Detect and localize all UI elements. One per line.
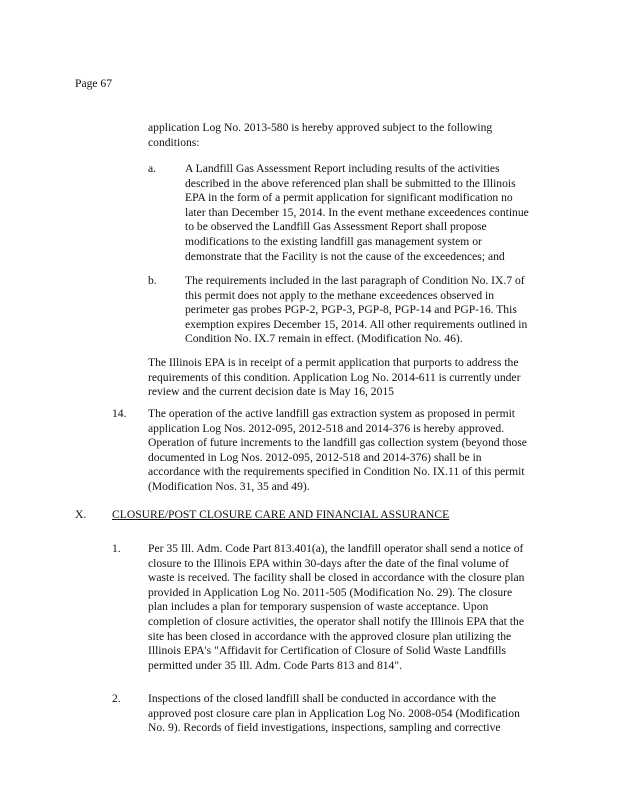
item-1-line: provided in Application Log No. 2011-505 (Modification No. 29). The closure xyxy=(148,585,513,599)
item-14-line: Operation of future increments to the landfill gas collection system (beyond those xyxy=(148,436,527,450)
item-1-line: site has been closed in accordance with the approved closure plan utilizing the xyxy=(148,629,512,643)
item-a-line: later than December 15, 2014. In the event methane exceedences continue xyxy=(185,205,529,219)
item-b-text xyxy=(185,274,527,347)
item-b-line: perimeter gas probes PGP-2, PGP-3, PGP-8, PGP-14 and PGP-16. This xyxy=(185,303,517,317)
section-x-heading: CLOSURE/POST CLOSURE CARE AND FINANCIAL ASSURANCE xyxy=(112,508,450,521)
item-14-text xyxy=(148,407,527,495)
intro-line: conditions: xyxy=(148,135,200,149)
receipt-paragraph xyxy=(148,356,520,400)
item-b-marker: b. xyxy=(148,274,157,287)
item-1-line: Per 35 Ill. Adm. Code Part 813.401(a), the landfill operator shall send a notice of xyxy=(148,542,524,555)
item-a-line: to be observed the Landfill Gas Assessment Report shall propose xyxy=(185,220,487,234)
item-14-line: application Log Nos. 2012-095, 2012-518 and 2014-376 is hereby approved. xyxy=(148,421,505,435)
item-14-marker: 14. xyxy=(112,407,127,420)
item-2-line: Inspections of the closed landfill shall be conducted in accordance with the xyxy=(148,692,497,705)
item-a-line: demonstrate that the Facility is not the cause of the exceedences; and xyxy=(185,249,505,263)
page-label: Page 67 xyxy=(75,77,113,90)
item-2-text xyxy=(148,692,520,736)
item-14-line: The operation of the active landfill gas extraction system as proposed in permit xyxy=(148,407,516,420)
item-a-marker: a. xyxy=(148,162,157,175)
item-a-line: A Landfill Gas Assessment Report including results of the activities xyxy=(185,162,500,175)
item-1-text xyxy=(148,542,524,673)
item-a-line: EPA in the form of a permit application for significant modification no xyxy=(185,191,513,205)
item-1-line: closure to the Illinois EPA within 30-days after the date of the final volume of xyxy=(148,556,509,570)
item-14-line: documented in Log Nos. 2012-095, 2012-518 and 2014-376) shall be in xyxy=(148,450,482,464)
item-1-line: waste is received. The facility shall be closed in accordance with the closure plan xyxy=(148,571,525,585)
item-2-marker: 2. xyxy=(112,692,121,705)
item-b-line: The requirements included in the last paragraph of Condition No. IX.7 of xyxy=(185,274,525,287)
item-2-line: No. 9). Records of field investigations, inspections, sampling and corrective xyxy=(148,721,501,735)
item-14-line: (Modification Nos. 31, 35 and 49). xyxy=(148,479,310,493)
intro-paragraph xyxy=(148,121,492,150)
item-a-line: modifications to the existing landfill gas management system or xyxy=(185,234,482,248)
receipt-line: requirements of this condition. Application Log No. 2014-611 is currently under xyxy=(148,370,521,384)
section-x-marker: X. xyxy=(75,508,87,521)
item-1-line: completion of closure activities, the operator shall notify the Illinois EPA that the xyxy=(148,614,524,628)
item-b-line: Condition No. IX.7 remain in effect. (Modification No. 46). xyxy=(185,332,463,346)
item-b-line: exemption expires December 15, 2014. All other requirements outlined in xyxy=(185,317,528,331)
item-a-text xyxy=(185,162,529,264)
item-a-line: described in the above referenced plan shall be submitted to the Illinois xyxy=(185,176,516,190)
item-1-marker: 1. xyxy=(112,542,121,555)
item-1-line: plan includes a plan for temporary suspension of waste acceptance. Upon xyxy=(148,600,489,614)
intro-line: application Log No. 2013-580 is hereby approved subject to the following xyxy=(148,121,493,134)
receipt-line: review and the current decision date is May 16, 2015 xyxy=(148,385,394,399)
receipt-line: The Illinois EPA is in receipt of a permit application that purports to address the xyxy=(148,356,519,369)
item-1-line: permitted under 35 Ill. Adm. Code Parts 813 and 814". xyxy=(148,658,402,672)
item-14-line: accordance with the requirements specified in Condition No. IX.11 of this permit xyxy=(148,465,525,479)
item-b-line: this permit does not apply to the methane exceedences observed in xyxy=(185,288,495,302)
item-1-line: Illinois EPA's "Affidavit for Certification of Closure of Solid Waste Landfills xyxy=(148,644,506,658)
item-2-line: approved post closure care plan in Application Log No. 2008-054 (Modification xyxy=(148,706,520,720)
